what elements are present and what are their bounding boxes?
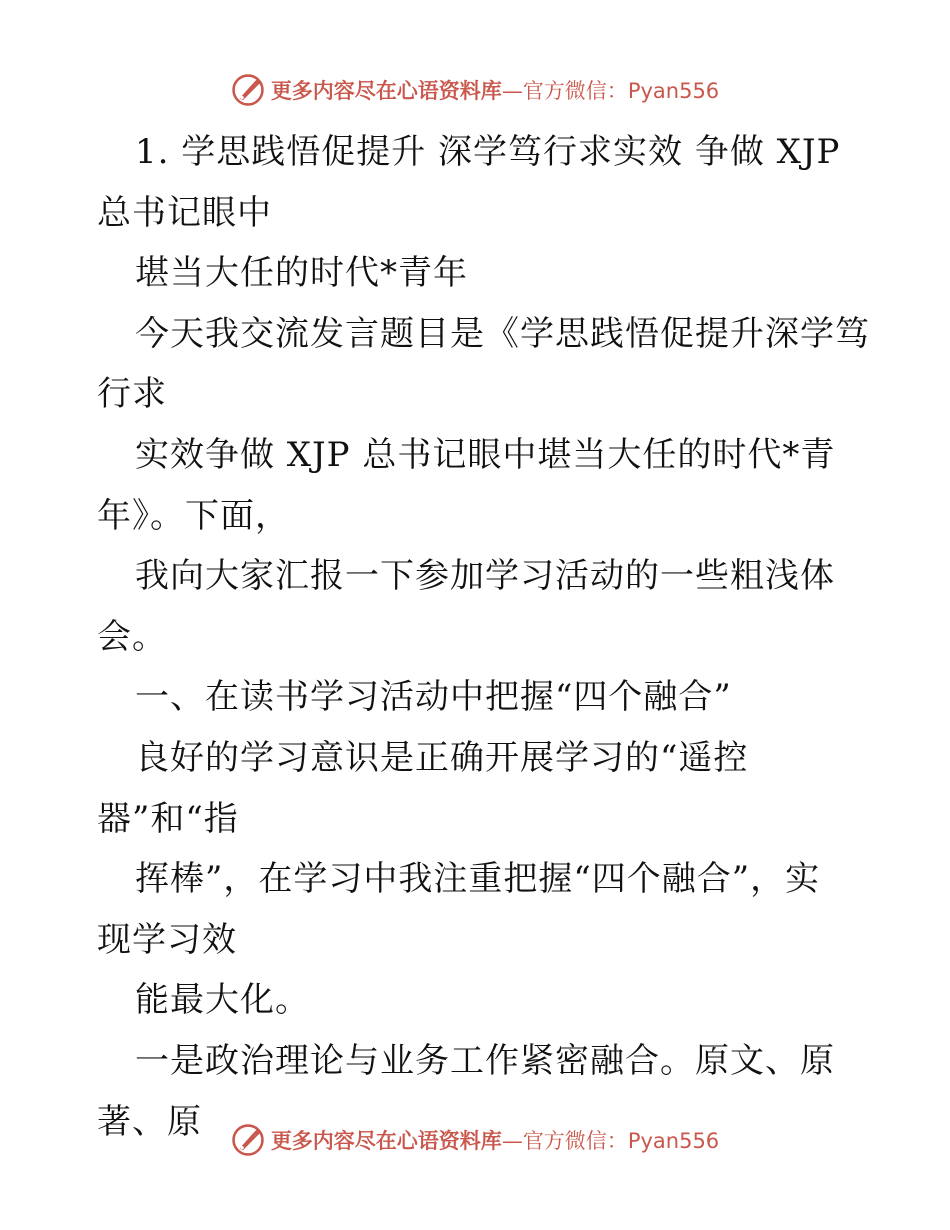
document-line: 年》。下面， [97, 495, 290, 536]
watermark-wechat-label: 官方微信： [522, 1129, 628, 1153]
document-line: 总书记眼中 [97, 192, 272, 233]
pen-nib-logo-icon [231, 73, 265, 107]
document-line: 堪当大任的时代*青年 [135, 253, 468, 294]
document-line: 现学习效 [97, 919, 237, 960]
document-line: 会。 [97, 616, 167, 657]
watermark-wechat-id: Pyan556 [627, 1129, 720, 1153]
watermark-main-text: 更多内容尽在心语资料库 [270, 79, 502, 103]
document-body [97, 122, 870, 1152]
document-line: 实效争做 XJP 总书记眼中堪当大任的时代*青 [135, 434, 836, 475]
document-line: 一是政治理论与业务工作紧密融合。原文、原 [135, 1040, 835, 1081]
watermark-wechat-id: Pyan556 [627, 79, 720, 103]
document-line: 器”和“指 [97, 798, 239, 839]
pen-nib-logo-icon [231, 1123, 265, 1157]
document-line: 今天我交流发言题目是《学思践悟促提升深学笃 [135, 313, 870, 354]
document-line: 一、在读书学习活动中把握“四个融合” [135, 677, 732, 718]
document-line: 著、原 [97, 1101, 202, 1142]
header-watermark [0, 70, 950, 110]
watermark-main-text: 更多内容尽在心语资料库 [270, 1129, 502, 1153]
document-line: 行求 [97, 374, 167, 415]
watermark-dash: — [501, 1129, 523, 1153]
footer-watermark [0, 1120, 950, 1160]
document-line: 良好的学习意识是正确开展学习的“遥控 [135, 737, 749, 778]
document-line: 挥棒”，在学习中我注重把握“四个融合”，实 [135, 859, 821, 900]
document-line: 能最大化。 [135, 980, 310, 1021]
document-line: 我向大家汇报一下参加学习活动的一些粗浅体 [135, 556, 835, 597]
watermark-dash: — [501, 79, 523, 103]
document-line: 1. 学思践悟促提升 深学笃行求实效 争做 XJP [135, 132, 841, 172]
watermark-wechat-label: 官方微信： [522, 79, 628, 103]
